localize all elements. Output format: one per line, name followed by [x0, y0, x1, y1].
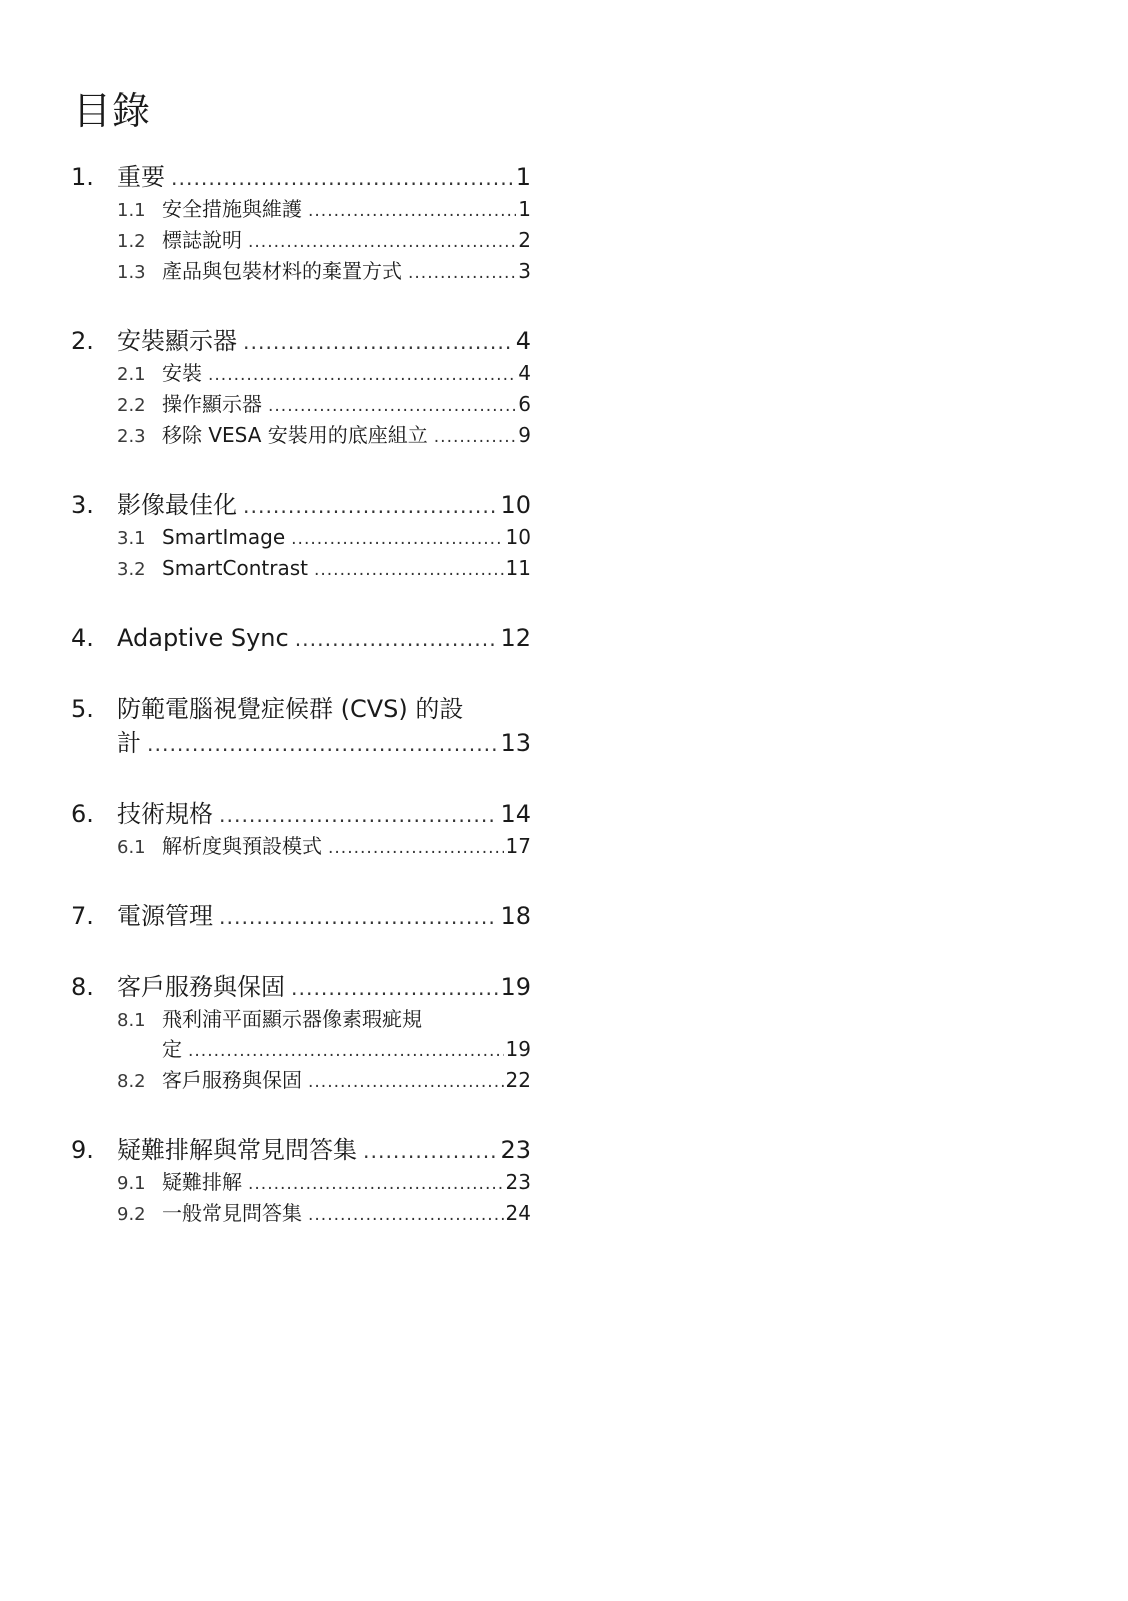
dot-leader	[408, 259, 516, 288]
dot-leader	[328, 834, 504, 863]
toc-page-number: 23	[500, 1136, 531, 1164]
toc-label: 疑難排解與常見問答集	[117, 1136, 357, 1164]
table-of-contents	[71, 160, 531, 1266]
toc-number: 9.	[71, 1136, 94, 1164]
dot-leader	[147, 727, 498, 761]
toc-number: 6.	[71, 800, 94, 828]
toc-number: 3.2	[117, 559, 146, 580]
toc-label-continuation: 計	[117, 729, 141, 757]
dot-leader	[219, 798, 498, 832]
toc-number: 1.3	[117, 262, 146, 283]
dot-leader	[243, 489, 498, 523]
toc-label: 標誌說明	[162, 228, 242, 252]
toc-entry-7[interactable]	[71, 899, 531, 934]
toc-page-number: 9	[518, 423, 531, 447]
toc-page-number: 18	[500, 902, 531, 930]
toc-entry-1[interactable]	[71, 160, 531, 195]
toc-entry-2-2[interactable]	[71, 390, 531, 421]
toc-number: 2.2	[117, 395, 146, 416]
toc-number: 1.2	[117, 231, 146, 252]
toc-label: 防範電腦視覺症候群 (CVS) 的設	[117, 695, 464, 723]
toc-entry-9-1[interactable]	[71, 1168, 531, 1199]
toc-label: Adaptive Sync	[117, 624, 289, 652]
toc-number: 8.	[71, 973, 94, 1001]
toc-page-number: 1	[515, 163, 531, 191]
toc-page-number: 10	[505, 525, 531, 549]
toc-number: 9.1	[117, 1173, 146, 1194]
dot-leader	[219, 900, 498, 934]
toc-label: 技術規格	[117, 800, 213, 828]
toc-entry-2[interactable]	[71, 324, 531, 359]
dot-leader	[268, 392, 516, 421]
dot-leader	[248, 1170, 504, 1199]
toc-entry-9-2[interactable]	[71, 1199, 531, 1230]
toc-entry-3-2[interactable]	[71, 554, 531, 585]
dot-leader	[243, 325, 514, 359]
toc-number: 2.1	[117, 364, 146, 385]
toc-entry-8-2[interactable]	[71, 1066, 531, 1097]
toc-label-continuation: 定	[162, 1037, 182, 1061]
page-title: 目錄	[73, 89, 152, 133]
toc-page-number: 4	[515, 327, 531, 355]
toc-page-number: 6	[518, 392, 531, 416]
dot-leader	[308, 197, 516, 226]
toc-entry-9[interactable]	[71, 1133, 531, 1168]
toc-number: 8.1	[117, 1010, 146, 1031]
toc-entry-2-1[interactable]	[71, 359, 531, 390]
toc-entry-6-1[interactable]	[71, 832, 531, 863]
toc-number: 9.2	[117, 1204, 146, 1225]
toc-number: 3.1	[117, 528, 146, 549]
toc-label: 操作顯示器	[162, 392, 262, 416]
toc-entry-8-1-line1[interactable]	[71, 1005, 531, 1035]
toc-entry-1-3[interactable]	[71, 257, 531, 288]
toc-entry-3[interactable]	[71, 488, 531, 523]
toc-entry-5[interactable]	[71, 726, 531, 761]
toc-page-number: 14	[500, 800, 531, 828]
dot-leader	[308, 1068, 504, 1097]
toc-section-1	[71, 160, 531, 288]
toc-section-5	[71, 692, 531, 761]
dot-leader	[308, 1201, 504, 1230]
toc-section-7	[71, 899, 531, 934]
toc-label: 解析度與預設模式	[162, 834, 322, 858]
toc-page-number: 10	[500, 491, 531, 519]
toc-page-number: 1	[518, 197, 531, 221]
toc-section-8	[71, 970, 531, 1097]
toc-entry-3-1[interactable]	[71, 523, 531, 554]
toc-label: 重要	[117, 163, 165, 191]
toc-entry-5-line1[interactable]	[71, 692, 531, 726]
dot-leader	[363, 1134, 498, 1168]
toc-label: 移除 VESA 安裝用的底座組立	[162, 423, 428, 447]
toc-section-9	[71, 1133, 531, 1230]
toc-entry-6[interactable]	[71, 797, 531, 832]
toc-page-number: 23	[505, 1170, 531, 1194]
toc-page-number: 4	[518, 361, 531, 385]
toc-label: 產品與包裝材料的棄置方式	[162, 259, 402, 283]
toc-section-4	[71, 621, 531, 656]
dot-leader	[171, 161, 514, 195]
toc-page-number: 11	[505, 556, 531, 580]
toc-entry-8-1[interactable]	[71, 1035, 531, 1066]
toc-entry-1-1[interactable]	[71, 195, 531, 226]
toc-number: 5.	[71, 695, 94, 723]
toc-label: 安全措施與維護	[162, 197, 302, 221]
toc-number: 1.1	[117, 200, 146, 221]
toc-number: 2.3	[117, 426, 146, 447]
toc-number: 3.	[71, 491, 94, 519]
toc-label: SmartImage	[162, 525, 286, 549]
toc-label: 飛利浦平面顯示器像素瑕疵規	[162, 1007, 422, 1031]
toc-label: 客戶服務與保固	[162, 1068, 302, 1092]
toc-section-6	[71, 797, 531, 863]
toc-label: 安裝	[162, 361, 202, 385]
toc-label: 電源管理	[117, 902, 213, 930]
dot-leader	[208, 361, 516, 390]
toc-page-number: 19	[500, 973, 531, 1001]
toc-number: 7.	[71, 902, 94, 930]
dot-leader	[248, 228, 516, 257]
toc-number: 6.1	[117, 837, 146, 858]
toc-entry-4[interactable]	[71, 621, 531, 656]
toc-label: 疑難排解	[162, 1170, 242, 1194]
toc-page-number: 3	[518, 259, 531, 283]
toc-page-number: 2	[518, 228, 531, 252]
dot-leader	[314, 556, 504, 585]
toc-page-number: 13	[500, 729, 531, 757]
dot-leader	[295, 622, 499, 656]
toc-page-number: 22	[505, 1068, 531, 1092]
toc-entry-1-2[interactable]	[71, 226, 531, 257]
toc-number: 1.	[71, 163, 94, 191]
toc-label: SmartContrast	[162, 556, 308, 580]
dot-leader	[434, 423, 516, 452]
toc-page-number: 12	[500, 624, 531, 652]
toc-page-number: 19	[505, 1037, 531, 1061]
dot-leader	[188, 1037, 504, 1066]
toc-section-3	[71, 488, 531, 585]
toc-page-number: 17	[505, 834, 531, 858]
toc-entry-8[interactable]	[71, 970, 531, 1005]
dot-leader	[291, 971, 498, 1005]
toc-entry-2-3[interactable]	[71, 421, 531, 452]
toc-number: 4.	[71, 624, 94, 652]
dot-leader	[291, 525, 503, 554]
toc-page-number: 24	[505, 1201, 531, 1225]
toc-label: 安裝顯示器	[117, 327, 237, 355]
toc-number: 2.	[71, 327, 94, 355]
toc-label: 客戶服務與保固	[117, 973, 285, 1001]
toc-label: 影像最佳化	[117, 491, 237, 519]
toc-section-2	[71, 324, 531, 452]
toc-number: 8.2	[117, 1071, 146, 1092]
toc-label: 一般常見問答集	[162, 1201, 302, 1225]
